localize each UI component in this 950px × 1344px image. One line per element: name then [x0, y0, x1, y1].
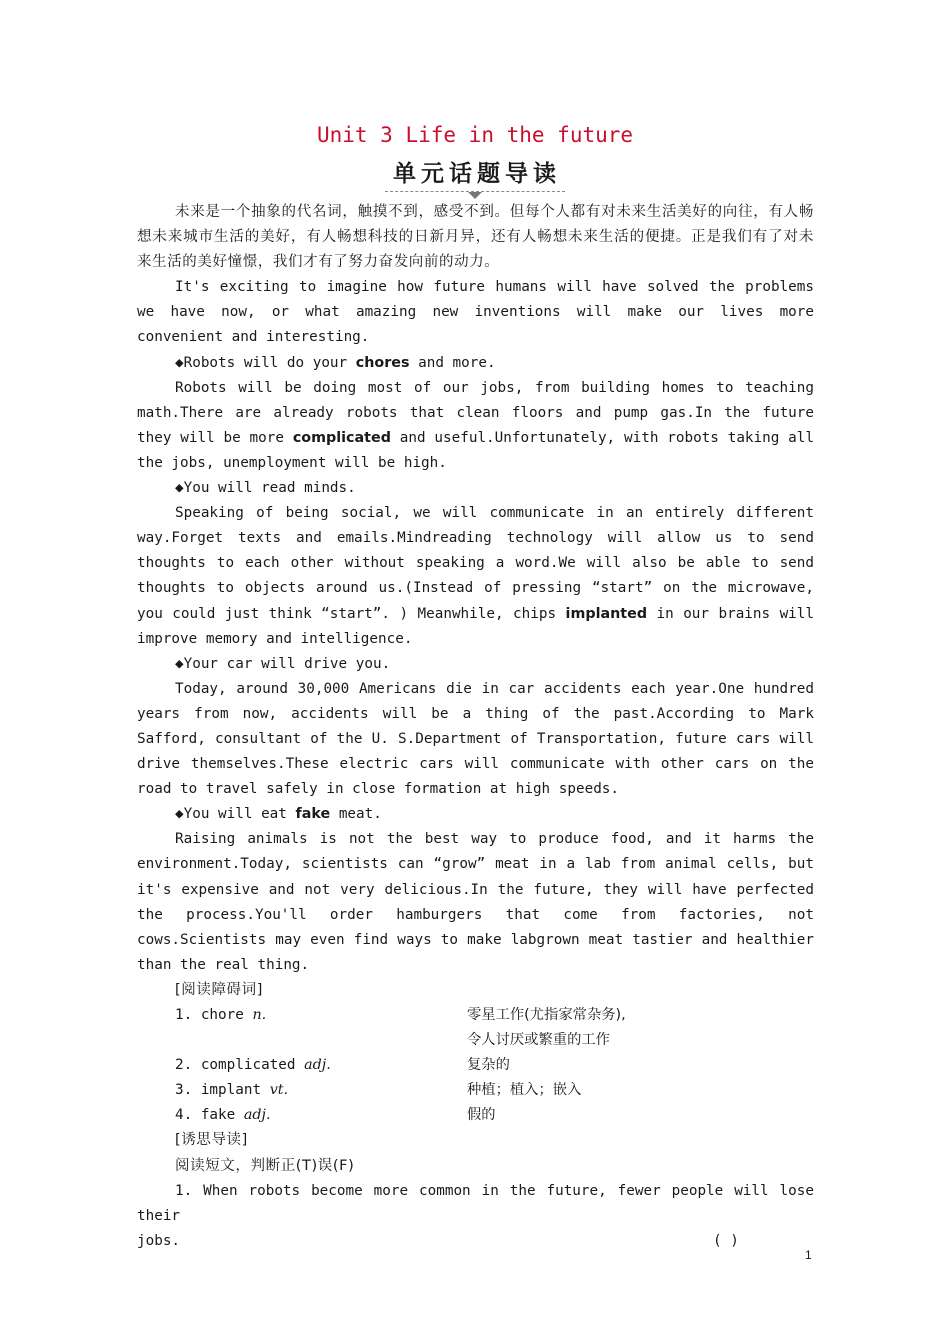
document-body: [137, 200, 814, 1254]
subtitle-wrap: [0, 155, 950, 192]
vocab-row-fake: 4. fake adj. 假的: [175, 1107, 496, 1124]
vocab-word-implanted: implanted: [565, 605, 648, 622]
answer-blank[interactable]: ( ): [713, 1232, 739, 1249]
guide-header: [诱思导读]: [175, 1132, 248, 1149]
section-paragraph-meat: Raising animals is not the best way to produce food, and it harms the environment.Today, scientists can “grow” meat in a lab from animal cells, but it's expensive and not very delicious.In the future, they will have perfected the process.You'll order hamburgers that come from factories, not cows.Scientists may even find ways to make labgrown meat tastier and healthier than the real thing.: [137, 831, 814, 973]
vocab-row-complicated: 2. complicated adj. 复杂的: [175, 1057, 510, 1074]
section-heading-meat: ◆You will eat fake meat.: [175, 806, 382, 823]
subtitle-marker-icon: [468, 192, 482, 199]
section-paragraph-robots: Robots will be doing most of our jobs, from building homes to teaching math.There are already robots that clean floors and pump gas.In the future they will be more complicated and useful.Unfortunately, with robots taking all the jobs, unemployment will be high.: [137, 379, 815, 471]
intro-english-paragraph: It's exciting to imagine how future humans will have solved the problems we have now, or what amazing new inventions will make our lives more convenient and interesting.: [137, 279, 814, 346]
guide-instruction: 阅读短文，判断正(T)误(F): [175, 1157, 355, 1174]
vocab-word-chores: chores: [355, 354, 410, 371]
vocab-header: [阅读障碍词]: [175, 981, 264, 998]
section-heading-robots: ◆Robots will do your chores and more.: [175, 354, 496, 371]
intro-chinese-paragraph: 未来是一个抽象的代名词，触摸不到，感受不到。但每个人都有对未来生活美好的向往，有人畅想未来城市生活的美好，有人畅想科技的日新月异，还有人畅想未来生活的便捷。正是我们有了对未来生活的美好憧憬，我们才有了努力奋发向前的动力。: [137, 204, 814, 271]
vocab-word-complicated: complicated: [292, 429, 391, 446]
vocab-word-fake: fake: [295, 806, 331, 823]
question-1: 1. When robots become more common in the future, fewer people will lose their: [137, 1182, 814, 1224]
vocab-row-chore: 1. chore n. 零星工作(尤指家常杂务),: [175, 1007, 626, 1023]
vocab-row-implant: 3. implant vt. 种植；植入；嵌入: [175, 1082, 582, 1099]
page-number: 1: [805, 1248, 812, 1262]
subtitle-text: 单元话题导读: [393, 161, 561, 187]
section-paragraph-car: Today, around 30,000 Americans die in car accidents each year.One hundred years from now, accidents will be a thing of the past.According to Mark Safford, consultant of the U. S.Department of Transportation, future cars will drive themselves.These electric cars will communicate with other cars on the road to travel safely in close formation at high speeds.: [137, 680, 814, 798]
section-heading-car: ◆Your car will drive you.: [175, 655, 391, 672]
section-paragraph-minds: Speaking of being social, we will communicate in an entirely different way.Forget texts and emails.Mindreading technology will allow us to send thoughts to each other without speaking a word.We will also be able to send thoughts to objects around us.(Instead of pressing “start” on the microwave, you could just think “start”. ) Meanwhile, chips implanted in our brains will improve memory and intelligence.: [137, 505, 815, 647]
unit-title: Unit 3 Life in the future: [316, 123, 634, 147]
vocab-row-chore-cont: 令人讨厌或繁重的工作: [467, 1032, 610, 1049]
section-subtitle: [385, 155, 565, 192]
section-heading-minds: ◆You will read minds.: [175, 480, 356, 497]
question-1-tail: jobs. ( ): [137, 1229, 814, 1254]
